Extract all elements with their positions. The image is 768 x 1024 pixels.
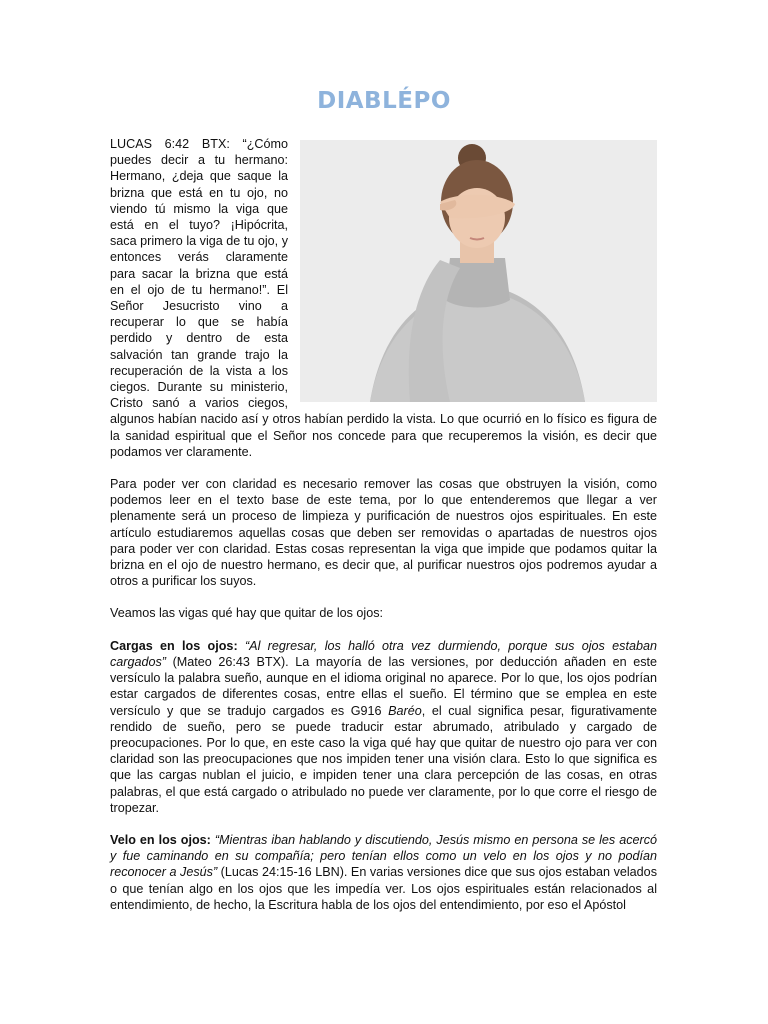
paragraph-velo <box>110 832 657 913</box>
term-bareo: Baréo <box>388 703 422 718</box>
heading-velo: Velo en los ojos: <box>110 832 211 847</box>
text-velo: (Lucas 24:15-16 LBN). En varias versiones dice que sus ojos estaban velados o que tenían algo en los ojos que les impedía ver. Los ojos espirituales están relacionados al entendimiento, de hecho, la Escritura habla de los ojos del entendimiento, por eso el Apóstol <box>110 865 657 912</box>
heading-cargas: Cargas en los ojos: <box>110 638 238 653</box>
paragraph-intro: LUCAS 6:42 BTX: “¿Cómo puedes decir a tu hermano: Hermano, ¿deja que saque la brizna que está en tu ojo, no viendo tú mismo la viga que está en el tuyo? ¡Hipócrita, saca primero la viga de tu ojo, y entonces verás claramente para sacar la brizna que está en el ojo de tu hermano!”. El Señor Jesucristo vino a recuperar lo que se había perdido y dentro de esta salvación tan grande trajo la recuperación de la vista a los ciegos. Durante su ministerio, Cristo sanó a varios ciegos, algunos habían nacido así y otros habían perdido la vista. Lo que ocurrió en lo físico es figura de la sanidad espiritual que el Señor nos concede para que recuperemos la visión, es decir que podamos ver claramente. <box>110 137 657 459</box>
paragraph-vigas-intro: Veamos las vigas qué hay que quitar de los ojos: <box>110 606 384 621</box>
quote-cargas: “Al regresar, los halló otra vez durmiendo, porque sus ojos estaban cargados” <box>110 638 657 669</box>
article-body <box>110 136 657 929</box>
text-cargas-a: (Mateo 26:43 BTX). La mayoría de las versiones, por deducción añaden en este versículo la palabra sueño, aunque en el idioma original no aparece. Por lo que, los ojos podrían estar cargados de diferentes cosas, entre ellas el sueño. El término que se emplea en este versículo y que se tradujo cargados es G916 <box>110 654 657 718</box>
paragraph-vision: Para poder ver con claridad es necesario remover las cosas que obstruyen la visión, como podemos leer en el texto base de este tema, por lo que entenderemos que llegar a ver plenamente será un proceso de limpieza y purificación de nuestros ojos espirituales. En este artículo estudiaremos aquellas cosas que deben ser removidas o apartadas de nuestros ojos para poder ver con claridad. Estas cosas representan la viga que impide que podamos quitar la brizna en el ojo de nuestro hermano, es decir que, al purificar nuestros ojos podremos ayudar a otros a purificar los suyos. <box>110 477 657 589</box>
page-title: DIABLÉPO <box>317 88 451 114</box>
quote-velo: “Mientras iban hablando y discutiendo, Jesús mismo en persona se les acercó y fue caminando en su compañía; pero tenían ellos como un velo en los ojos y no podían reconocer a Jesús” <box>110 832 658 880</box>
paragraph-cargas <box>110 638 657 816</box>
photo-illustration <box>300 140 657 402</box>
text-cargas-b: , el cual significa pesar, figurativamente rendido de sueño, pero se puede traducir estar abrumado, atribulado y cargado de preocupaciones. Por lo que, en este caso la viga qué hay que quitar de nuestro ojo para ver con claridad son las preocupaciones que nos impiden tener una visión clara. Esto lo que significa es que las cargas nublan el juicio, e impiden tener una clara percepción de las cosas, en otras palabras, el que está cargado o atribulado no puede ver claramente, por lo que corre el riesgo de tropezar. <box>110 703 658 815</box>
woman-covering-eyes-photo <box>300 140 657 402</box>
